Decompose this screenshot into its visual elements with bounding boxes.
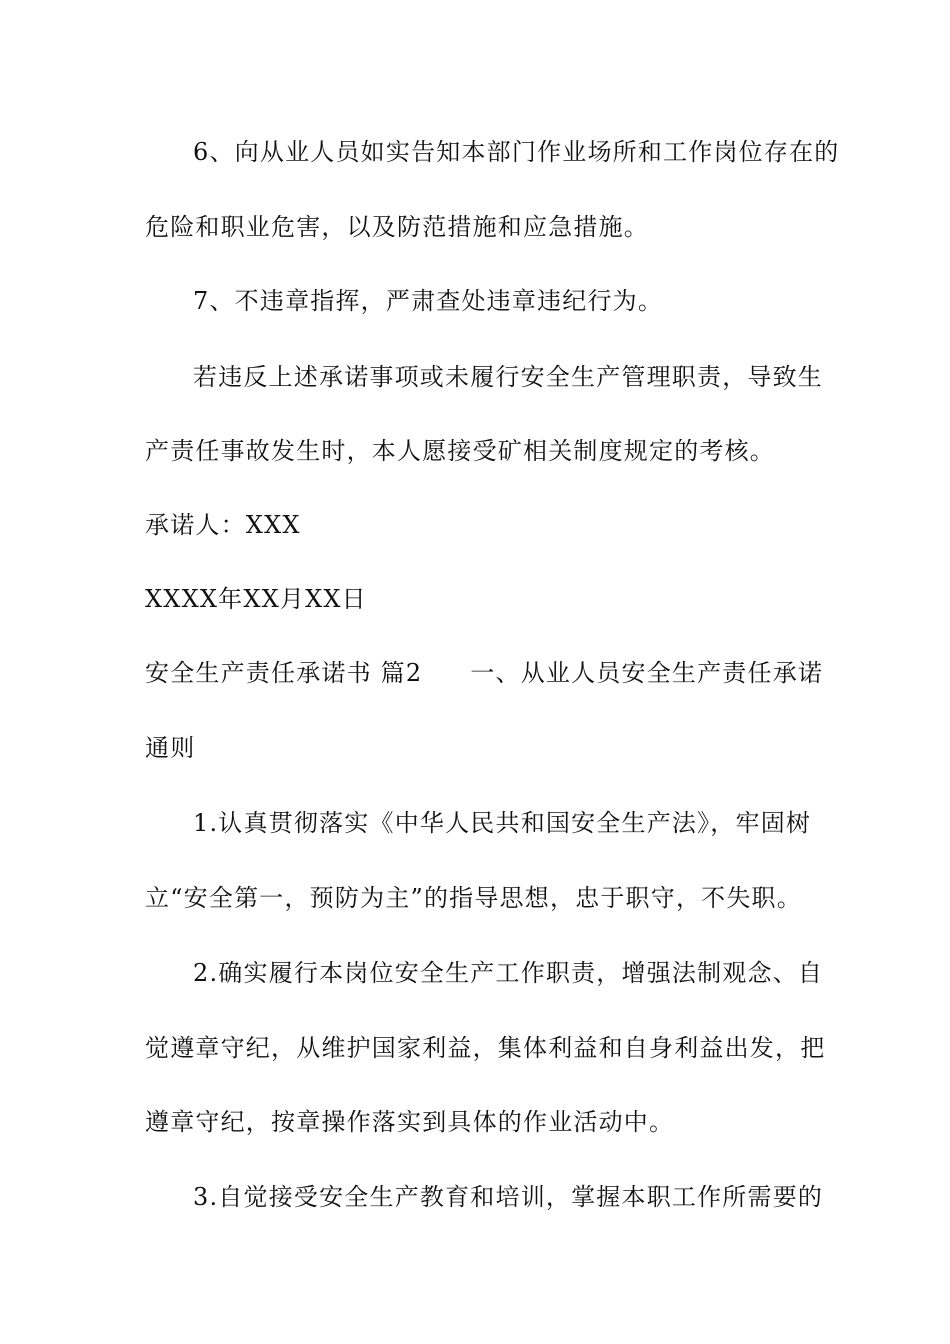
paragraph-line: 立“安全第一，预防为主”的指导思想，忠于职守，不失职。 xyxy=(145,884,802,912)
paragraph-line: 6、向从业人员如实告知本部门作业场所和工作岗位存在的 xyxy=(193,138,840,166)
document-title: 安全生产责任承诺书 篇2 xyxy=(145,659,423,687)
paragraph-line: 7、不违章指挥，严肃查处违章违纪行为。 xyxy=(193,287,664,315)
paragraph-line: 危险和职业危害，以及防范措施和应急措施。 xyxy=(145,213,649,241)
section-heading-line xyxy=(145,658,824,688)
paragraph-line: 3.自觉接受安全生产教育和培训，掌握本职工作所需要的 xyxy=(193,1183,824,1211)
paragraph-line: 若违反上述承诺事项或未履行安全生产管理职责，导致生 xyxy=(193,363,823,391)
paragraph-line: 通则 xyxy=(145,734,196,762)
paragraph-line: 1.认真贯彻落实《中华人民共和国安全生产法》，牢固树 xyxy=(193,809,812,837)
date-line: XXXX年XX月XX日 xyxy=(145,585,367,613)
signatory-line: 承诺人：XXX xyxy=(145,511,301,539)
paragraph-line: 觉遵章守纪，从维护国家利益，集体利益和自身利益出发，把 xyxy=(145,1034,826,1062)
paragraph-line: 产责任事故发生时，本人愿接受矿相关制度规定的考核。 xyxy=(145,437,775,465)
paragraph-line: 2.确实履行本岗位安全生产工作职责，增强法制观念、自 xyxy=(193,959,824,987)
paragraph-line: 遵章守纪，按章操作落实到具体的作业活动中。 xyxy=(145,1108,675,1136)
section-heading: 一、从业人员安全生产责任承诺 xyxy=(470,659,824,687)
